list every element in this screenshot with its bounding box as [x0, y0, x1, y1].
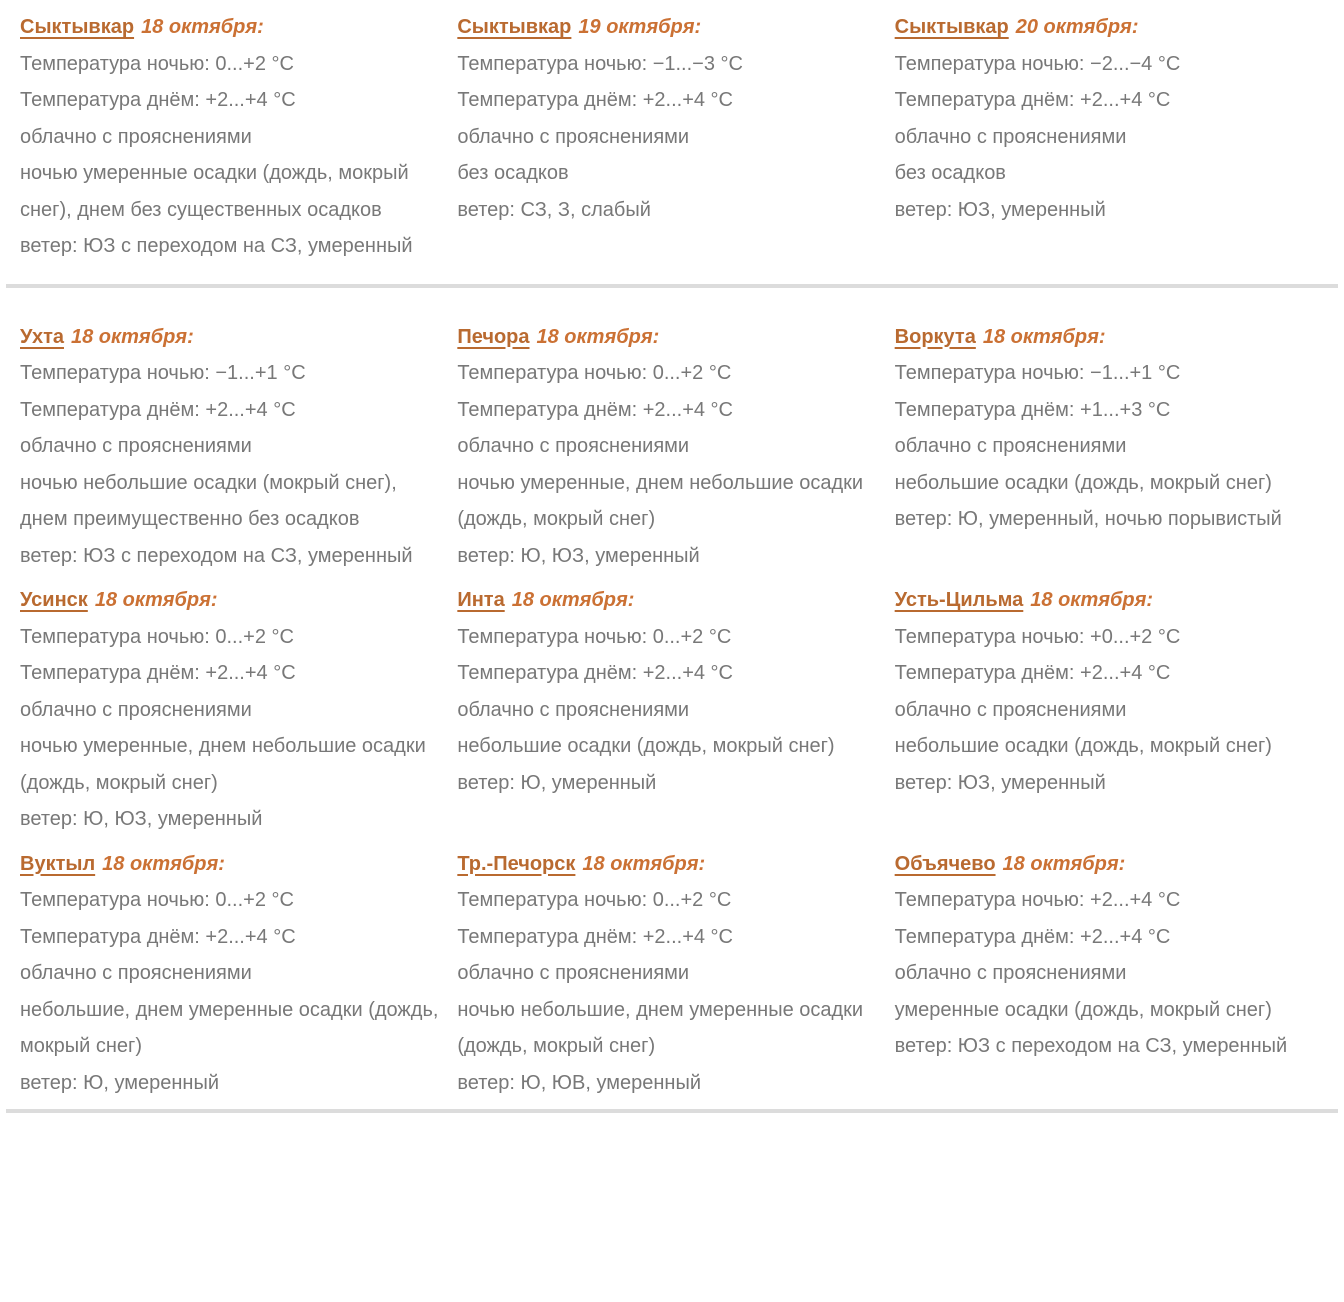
forecast-heading [20, 846, 445, 883]
temperature-night: Температура ночью: 0...+2 °C [457, 625, 732, 648]
city-link[interactable]: Усть-Цильма [894, 589, 1024, 611]
temperature-day: Температура днём: +2...+4 °C [457, 398, 733, 421]
forecast-block [457, 582, 882, 801]
forecast-heading [457, 9, 882, 46]
forecast-date: 18 октября: [102, 852, 225, 875]
forecast-heading [20, 9, 445, 46]
city-link[interactable]: Печора [457, 325, 530, 348]
temperature-day: Температура днём: +2...+4 °C [20, 662, 296, 684]
sky-condition: облачно с прояснениями [20, 962, 252, 984]
precipitation: небольшие осадки (дождь, мокрый снег) [894, 471, 1272, 494]
temperature-night: Температура ночью: −1...−3 °C [457, 52, 743, 75]
temperature-night: Температура ночью: +0...+2 °C [894, 625, 1181, 648]
temperature-day: Температура днём: +2...+4 °C [20, 89, 296, 111]
wind: ветер: Ю, ЮВ, умеренный [457, 1071, 701, 1094]
sky-condition: облачно с прояснениями [894, 698, 1127, 721]
forecast-heading [457, 582, 882, 619]
precipitation: ночью небольшие осадки (мокрый снег), днем преимущественно без осадков [20, 471, 397, 530]
precipitation: небольшие осадки (дождь, мокрый снег) [457, 735, 835, 757]
forecast-block [20, 319, 445, 575]
sky-condition: облачно с прояснениями [894, 962, 1127, 984]
forecast-block [895, 319, 1320, 538]
city-link[interactable]: Инта [457, 589, 505, 611]
wind: ветер: ЮЗ с переходом на СЗ, умеренный [20, 544, 413, 567]
forecast-block [20, 9, 445, 265]
city-link[interactable]: Тр.-Печорск [457, 852, 576, 875]
forecast-row-4 [20, 846, 1320, 1110]
temperature-day: Температура днём: +1...+3 °C [894, 398, 1171, 421]
city-link[interactable]: Сыктывкар [457, 16, 572, 38]
temperature-night: Температура ночью: 0...+2 °C [20, 52, 294, 75]
forecast-block [20, 846, 445, 1102]
city-link[interactable]: Вуктыл [20, 852, 96, 875]
sky-condition: облачно с прояснениями [20, 435, 252, 457]
temperature-day: Температура днём: +2...+4 °C [894, 925, 1171, 948]
precipitation: ночью небольшие, днем умеренные осадки (дождь, мокрый снег) [457, 998, 864, 1057]
wind: ветер: ЮЗ, умеренный [894, 771, 1106, 794]
temperature-night: Температура ночью: −2...−4 °C [894, 52, 1181, 75]
forecast-block [457, 9, 882, 228]
forecast-block [895, 9, 1320, 228]
temperature-day: Температура днём: +2...+4 °C [894, 89, 1171, 111]
forecast-row-3 [20, 582, 1320, 846]
forecast-heading [895, 582, 1320, 619]
wind: ветер: СЗ, З, слабый [457, 198, 651, 221]
wind: ветер: Ю, умеренный [20, 1071, 220, 1094]
forecast-date: 19 октября: [578, 16, 702, 38]
temperature-night: Температура ночью: 0...+2 °C [20, 625, 294, 648]
forecast-block [457, 846, 882, 1102]
temperature-night: Температура ночью: −1...+1 °C [20, 362, 306, 384]
forecast-block [895, 846, 1320, 1065]
forecast-block [457, 319, 882, 575]
temperature-day: Температура днём: +2...+4 °C [457, 89, 733, 111]
forecast-heading [895, 9, 1320, 46]
forecast-heading [457, 319, 882, 356]
temperature-day: Температура днём: +2...+4 °C [20, 925, 296, 948]
forecast-row-2 [20, 319, 1320, 583]
forecast-heading [895, 319, 1320, 356]
forecast-heading [20, 582, 445, 619]
precipitation: ночью умеренные, днем небольшие осадки (дождь, мокрый снег) [457, 471, 864, 530]
temperature-night: Температура ночью: 0...+2 °C [457, 889, 732, 911]
wind: ветер: Ю, ЮЗ, умеренный [20, 808, 263, 830]
precipitation: без осадков [457, 162, 569, 184]
sky-condition: облачно с прояснениями [457, 698, 690, 721]
forecast-date: 18 октября: [1030, 589, 1154, 611]
sky-condition: облачно с прояснениями [457, 435, 690, 457]
forecast-row-top-wrap [0, 9, 1344, 273]
sky-condition: облачно с прояснениями [894, 435, 1127, 457]
forecast-date: 18 октября: [94, 589, 218, 611]
forecast-block [895, 582, 1320, 801]
temperature-night: Температура ночью: −1...+1 °C [894, 362, 1181, 384]
sky-condition: облачно с прояснениями [457, 125, 690, 148]
forecast-date: 18 октября: [70, 325, 194, 348]
forecast-date: 18 октября: [982, 325, 1106, 348]
section-divider [6, 284, 1338, 288]
forecast-date: 18 октября: [1002, 852, 1126, 875]
forecast-heading [20, 319, 445, 356]
temperature-day: Температура днём: +2...+4 °C [457, 662, 733, 684]
forecast-block [20, 582, 445, 838]
city-link[interactable]: Сыктывкар [894, 16, 1009, 38]
wind: ветер: ЮЗ с переходом на СЗ, умеренный [894, 1035, 1288, 1057]
forecast-rows-wrap [0, 319, 1344, 1110]
sky-condition: облачно с прояснениями [20, 125, 252, 148]
city-link[interactable]: Ухта [20, 325, 64, 348]
precipitation: умеренные осадки (дождь, мокрый снег) [894, 998, 1272, 1021]
wind: ветер: Ю, умеренный, ночью порывистый [894, 508, 1282, 530]
precipitation: небольшие, днем умеренные осадки (дождь, мокрый снег) [20, 998, 439, 1057]
temperature-day: Температура днём: +2...+4 °C [20, 398, 296, 421]
sky-condition: облачно с прояснениями [20, 698, 252, 721]
forecast-date: 20 октября: [1015, 16, 1139, 38]
bottom-divider [6, 1109, 1338, 1113]
temperature-night: Температура ночью: 0...+2 °C [20, 889, 294, 911]
precipitation: ночью умеренные осадки (дождь, мокрый снег), днем без существенных осадков [20, 162, 409, 221]
temperature-night: Температура ночью: 0...+2 °C [457, 362, 732, 384]
forecast-heading [895, 846, 1320, 883]
wind: ветер: ЮЗ с переходом на СЗ, умеренный [20, 235, 413, 257]
forecast-date: 18 октября: [536, 325, 660, 348]
city-link[interactable]: Объячево [894, 852, 996, 875]
wind: ветер: Ю, умеренный [457, 771, 657, 794]
forecast-heading [457, 846, 882, 883]
precipitation: небольшие осадки (дождь, мокрый снег) [894, 735, 1272, 757]
sky-condition: облачно с прояснениями [894, 125, 1127, 148]
temperature-day: Температура днём: +2...+4 °C [894, 662, 1171, 684]
city-link[interactable]: Усинск [20, 589, 88, 611]
forecast-date: 18 октября: [141, 16, 264, 38]
temperature-day: Температура днём: +2...+4 °C [457, 925, 733, 948]
precipitation: ночью умеренные, днем небольшие осадки (дождь, мокрый снег) [20, 735, 426, 794]
sky-condition: облачно с прояснениями [457, 962, 690, 984]
precipitation: без осадков [894, 162, 1006, 184]
temperature-night: Температура ночью: +2...+4 °C [894, 889, 1181, 911]
city-link[interactable]: Воркута [894, 325, 976, 348]
wind: ветер: ЮЗ, умеренный [894, 198, 1106, 221]
forecast-date: 18 октября: [511, 589, 635, 611]
city-link[interactable]: Сыктывкар [20, 16, 135, 38]
forecast-date: 18 октября: [582, 852, 706, 875]
wind: ветер: Ю, ЮЗ, умеренный [457, 544, 700, 567]
forecast-row-syktyvkar [20, 9, 1320, 273]
